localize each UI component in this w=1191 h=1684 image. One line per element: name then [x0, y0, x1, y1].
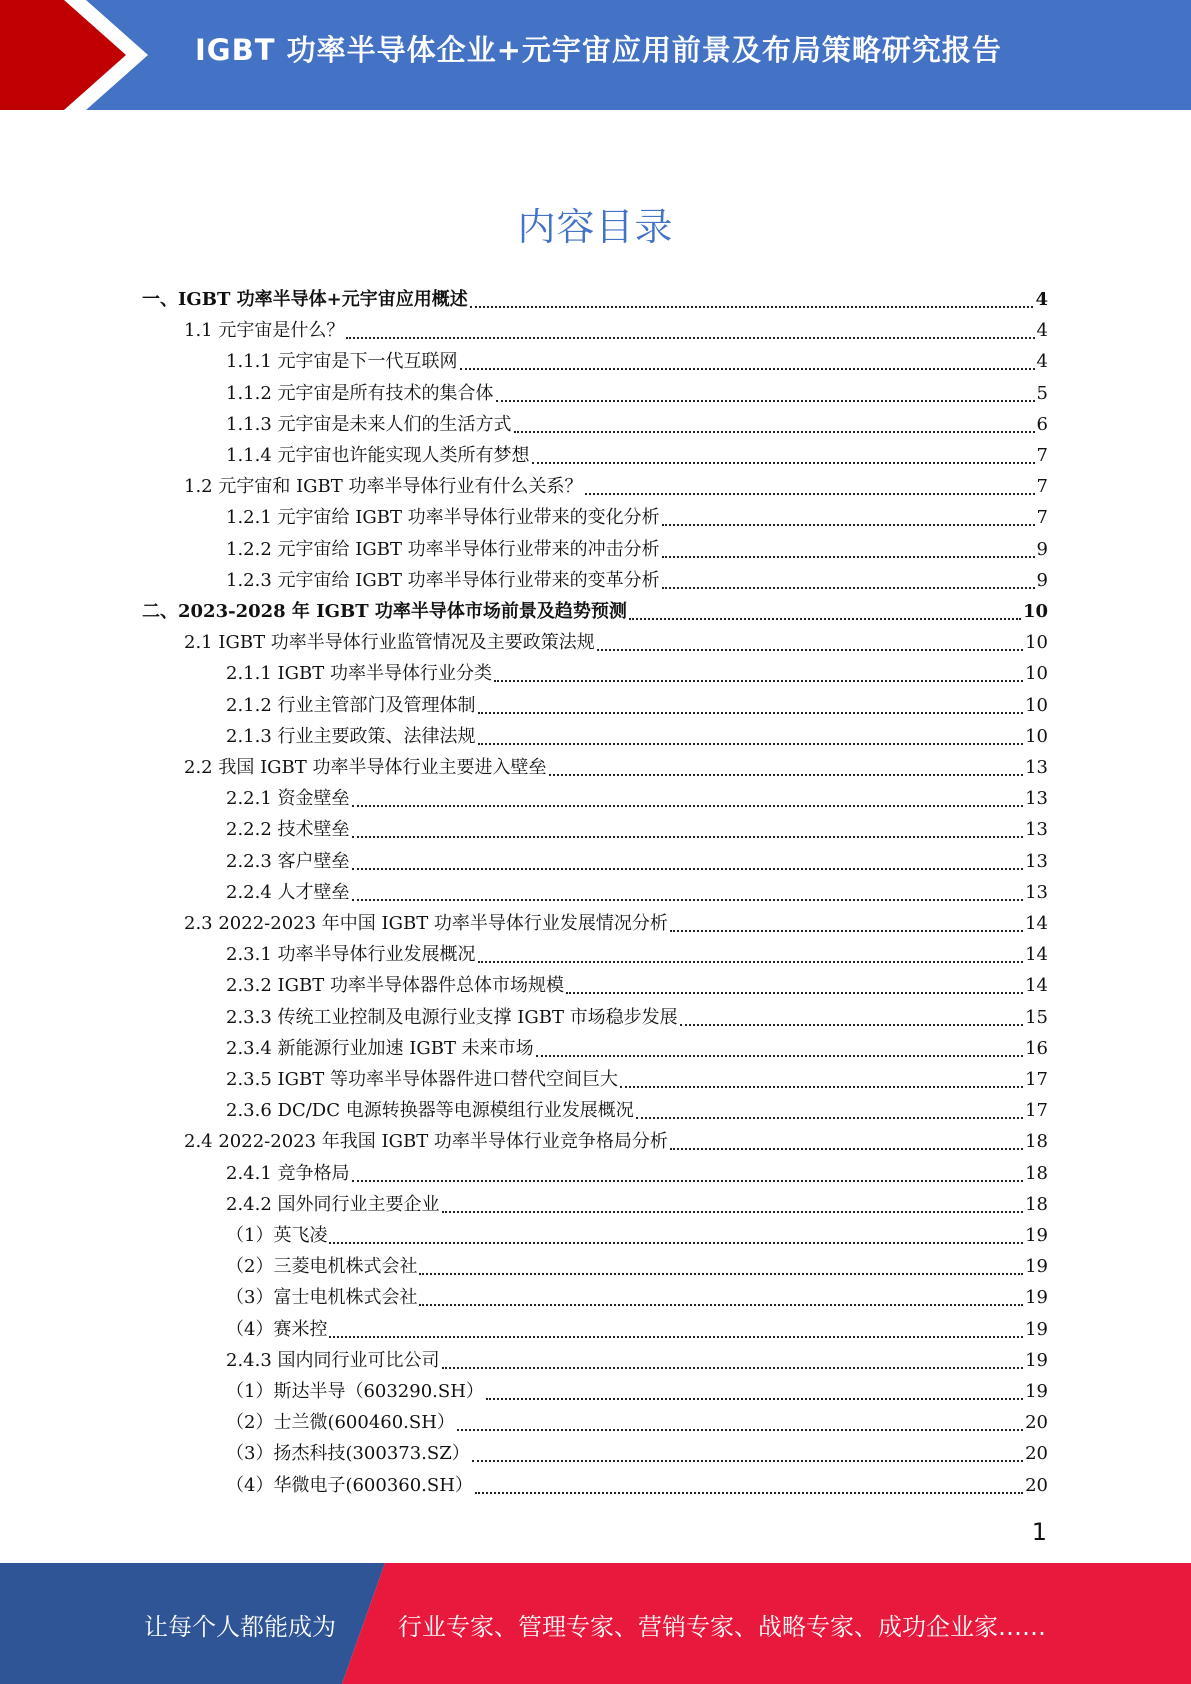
toc-entry-page: 14 [1025, 913, 1048, 934]
toc-entry-page: 13 [1025, 881, 1048, 903]
toc-entry-page: 13 [1025, 819, 1048, 841]
toc-entry-title: （3）富士电机株式会社 [226, 1287, 418, 1309]
toc-dot-leader [478, 742, 1024, 745]
toc-entry-title: 1.1.4 元宇宙也许能实现人类所有梦想 [226, 445, 530, 466]
toc-dot-leader [662, 555, 1035, 558]
toc-entry-title: 2.2.3 客户壁垒 [226, 850, 350, 872]
toc-dot-leader [662, 586, 1035, 589]
toc-entry-title: 2.2.4 人才壁垒 [226, 881, 350, 903]
toc-entry-title: （3）扬杰科技(300373.SZ） [226, 1443, 470, 1465]
toc-dot-leader [494, 679, 1023, 682]
toc-entry-title: （2）三菱电机株式会社 [226, 1256, 418, 1278]
toc-dot-leader [346, 336, 1034, 339]
toc-entry-page: 10 [1022, 601, 1048, 622]
toc-entry-page: 19 [1025, 1225, 1048, 1246]
toc-entry-page: 9 [1036, 569, 1048, 591]
toc-entry-page: 7 [1036, 507, 1048, 529]
toc-entry-title: 1.1.1 元宇宙是下一代互联网 [226, 351, 458, 373]
toc-entry-page: 15 [1025, 1006, 1048, 1028]
toc-entry[interactable] [226, 409, 1048, 440]
toc-entry-page: 18 [1025, 1162, 1048, 1184]
toc-entry-page: 18 [1025, 1193, 1048, 1215]
toc-entry[interactable] [226, 690, 1048, 721]
toc-entry[interactable] [226, 1345, 1048, 1376]
toc-entry-page: 6 [1036, 413, 1048, 435]
toc-dot-leader [532, 461, 1035, 464]
toc-entry-title: 2.3.4 新能源行业加速 IGBT 未来市场 [226, 1037, 534, 1059]
toc-entry-title: 2.2 我国 IGBT 功率半导体行业主要进入壁垒 [184, 757, 547, 778]
toc-entry[interactable] [226, 378, 1048, 409]
toc-entry-page: 20 [1025, 1474, 1048, 1496]
toc-entry[interactable] [226, 783, 1048, 814]
toc-entry[interactable] [226, 1002, 1048, 1033]
toc-dot-leader [629, 617, 1021, 620]
toc-dot-leader [680, 1023, 1023, 1026]
toc-dot-leader [597, 648, 1023, 651]
toc-entry-title: 2.1.1 IGBT 功率半导体行业分类 [226, 663, 492, 685]
toc-entry-title: 2.3.3 传统工业控制及电源行业支撑 IGBT 市场稳步发展 [226, 1006, 678, 1028]
toc-entry-title: 1.1.3 元宇宙是未来人们的生活方式 [226, 413, 512, 435]
toc-entry[interactable] [226, 502, 1048, 533]
toc-entry-title: 1.2.1 元宇宙给 IGBT 功率半导体行业带来的变化分析 [226, 507, 660, 529]
toc-entry-title: 2.1.3 行业主要政策、法律法规 [226, 725, 476, 747]
toc-dot-leader [670, 1147, 1023, 1150]
toc-entry-title: （4）华微电子(600360.SH） [226, 1474, 473, 1496]
toc-dot-leader [352, 804, 1024, 807]
toc-entry-title: 一、IGBT 功率半导体+元宇宙应用概述 [142, 289, 468, 310]
toc-dot-leader [585, 492, 1035, 495]
toc-entry[interactable] [226, 1033, 1048, 1064]
toc-entry[interactable] [226, 565, 1048, 596]
toc-heading: 内容目录 [517, 205, 674, 249]
toc-dot-leader [475, 1491, 1023, 1494]
footer-slogan-left: 让每个人都能成为 [144, 1613, 336, 1641]
toc-entry-title: 2.4.2 国外同行业主要企业 [226, 1193, 440, 1215]
toc-entry-title: 1.2.3 元宇宙给 IGBT 功率半导体行业带来的变革分析 [226, 569, 660, 591]
toc-dot-leader [419, 1303, 1023, 1306]
toc-entry-page: 10 [1025, 663, 1048, 685]
toc-entry[interactable] [226, 721, 1048, 752]
toc-entry-page: 13 [1025, 788, 1048, 810]
toc-entry-title: 2.2.1 资金壁垒 [226, 788, 350, 810]
toc-entry-title: 2.3.6 DC/DC 电源转换器等电源模组行业发展概况 [226, 1100, 634, 1122]
toc-entry-title: 2.2.2 技术壁垒 [226, 819, 350, 841]
toc-entry[interactable] [226, 1407, 1048, 1438]
toc-entry-title: 2.4 2022-2023 年我国 IGBT 功率半导体行业竞争格局分析 [184, 1131, 668, 1153]
toc-entry-title: 2.1.2 行业主管部门及管理体制 [226, 694, 476, 716]
toc-entry[interactable] [184, 752, 1048, 783]
toc-entry[interactable] [226, 346, 1048, 377]
toc-entry-page: 10 [1025, 725, 1048, 747]
toc-entry-title: 2.3.2 IGBT 功率半导体器件总体市场规模 [226, 975, 564, 997]
toc-entry-page: 19 [1025, 1318, 1048, 1340]
toc-entry-page: 17 [1025, 1069, 1048, 1090]
toc-dot-leader [329, 1335, 1023, 1338]
toc-entry[interactable] [226, 1470, 1048, 1501]
toc-dot-leader [670, 929, 1023, 932]
toc-entry[interactable] [142, 284, 1048, 315]
toc-entry-page: 10 [1025, 694, 1048, 716]
toc-entry-page: 19 [1025, 1256, 1048, 1278]
toc-entry-page: 9 [1036, 538, 1048, 560]
toc-dot-leader [566, 991, 1023, 994]
page-number: 1 [1031, 1518, 1047, 1546]
toc-entry-page: 10 [1025, 632, 1048, 654]
toc-entry[interactable] [226, 1376, 1048, 1407]
toc-dot-leader [329, 1241, 1023, 1244]
toc-entry-title: 1.1.2 元宇宙是所有技术的集合体 [226, 382, 494, 404]
toc-dot-leader [472, 1459, 1023, 1462]
toc-entry[interactable] [226, 1158, 1048, 1189]
toc-entry-title: （4）赛米控 [226, 1318, 328, 1340]
toc-entry-title: 2.3.1 功率半导体行业发展概况 [226, 944, 476, 966]
toc-entry-title: 2.3.5 IGBT 等功率半导体器件进口替代空间巨大 [226, 1069, 618, 1090]
toc-entry-page: 20 [1025, 1443, 1048, 1465]
toc-dot-leader [419, 1272, 1023, 1275]
toc-entry[interactable] [226, 1251, 1048, 1282]
header-banner [0, 0, 1191, 110]
toc-dot-leader [460, 367, 1035, 370]
toc-entry-page: 4 [1035, 289, 1048, 310]
toc-entry-title: 1.2.2 元宇宙给 IGBT 功率半导体行业带来的冲击分析 [226, 538, 660, 560]
toc-entry-page: 7 [1036, 445, 1048, 466]
toc-entry-title: 1.2 元宇宙和 IGBT 功率半导体行业有什么关系？ [184, 476, 583, 498]
toc-entry[interactable] [226, 1438, 1048, 1469]
toc-entry-page: 17 [1025, 1100, 1048, 1122]
toc-entry-title: 2.1 IGBT 功率半导体行业监管情况及主要政策法规 [184, 632, 595, 654]
header-red-chevron [0, 0, 126, 110]
toc-entry-title: 2.3 2022-2023 年中国 IGBT 功率半导体行业发展情况分析 [184, 913, 668, 934]
toc-entry-page: 4 [1036, 320, 1048, 342]
toc-entry-page: 18 [1025, 1131, 1048, 1153]
toc-entry[interactable] [226, 814, 1048, 845]
toc-dot-leader [478, 711, 1024, 714]
toc-entry[interactable] [226, 1095, 1048, 1126]
toc-entry-title: 二、2023-2028 年 IGBT 功率半导体市场前景及趋势预测 [142, 601, 627, 622]
toc-entry-page: 14 [1025, 944, 1048, 966]
toc-entry-title: 2.4.1 竞争格局 [226, 1162, 350, 1184]
toc-entry-page: 16 [1025, 1037, 1048, 1059]
toc-dot-leader [486, 1397, 1023, 1400]
footer-banner [0, 1563, 1191, 1684]
toc-entry-page: 13 [1025, 850, 1048, 872]
toc-entry[interactable] [226, 970, 1048, 1001]
toc-dot-leader [496, 399, 1035, 402]
toc-entry[interactable] [184, 627, 1048, 658]
toc-entry[interactable] [184, 315, 1048, 346]
toc-entry[interactable] [226, 1282, 1048, 1313]
toc-entry-title: （1）斯达半导（603290.SH） [226, 1381, 484, 1402]
toc-entry[interactable] [226, 440, 1048, 471]
toc-entry-page: 4 [1036, 351, 1048, 373]
footer-slogan-right: 行业专家、管理专家、营销专家、战略专家、成功企业家…… [398, 1613, 1046, 1641]
toc-dot-leader [352, 835, 1024, 838]
toc-dot-leader [442, 1210, 1024, 1213]
toc-entry-title: 2.4.3 国内同行业可比公司 [226, 1349, 440, 1371]
toc-entry[interactable] [184, 1126, 1048, 1157]
toc-dot-leader [636, 1116, 1023, 1119]
toc-entry-title: （1）英飞凌 [226, 1225, 328, 1246]
toc-entry-page: 5 [1036, 382, 1048, 404]
toc-entry[interactable] [226, 939, 1048, 970]
toc-entry[interactable] [184, 908, 1048, 939]
toc-entry-page: 19 [1025, 1287, 1048, 1309]
toc-entry[interactable] [226, 1314, 1048, 1345]
toc-dot-leader [620, 1085, 1023, 1088]
toc-dot-leader [470, 305, 1034, 308]
toc-dot-leader [478, 960, 1024, 963]
toc-entry-title: 1.1 元宇宙是什么？ [184, 320, 345, 342]
toc-entry[interactable] [226, 658, 1048, 689]
toc-entry[interactable] [226, 877, 1048, 908]
toc-dot-leader [662, 523, 1035, 526]
toc-entry[interactable] [142, 596, 1048, 627]
toc-dot-leader [549, 773, 1024, 776]
toc-entry-page: 14 [1025, 975, 1048, 997]
toc-entry-page: 19 [1025, 1381, 1048, 1402]
toc-dot-leader [536, 1054, 1023, 1057]
toc-entry-title: （2）士兰微(600460.SH） [226, 1412, 455, 1434]
toc-dot-leader [352, 898, 1024, 901]
toc-dot-leader [514, 430, 1035, 433]
toc-dot-leader [442, 1366, 1024, 1369]
toc-entry[interactable] [226, 1189, 1048, 1220]
toc-entry-page: 20 [1025, 1412, 1048, 1434]
toc-dot-leader [352, 1179, 1024, 1182]
toc-dot-leader [457, 1428, 1023, 1431]
toc-entry[interactable] [226, 846, 1048, 877]
toc-entry-page: 7 [1036, 476, 1048, 498]
toc-entry-page: 19 [1025, 1349, 1048, 1371]
toc-entry[interactable] [184, 471, 1048, 502]
toc-entry-page: 13 [1025, 757, 1048, 778]
report-title: IGBT 功率半导体企业+元宇宙应用前景及布局策略研究报告 [195, 33, 1002, 67]
toc-dot-leader [352, 867, 1024, 870]
toc-entry[interactable] [226, 534, 1048, 565]
toc-entry[interactable] [226, 1064, 1048, 1095]
toc-entry[interactable] [226, 1220, 1048, 1251]
